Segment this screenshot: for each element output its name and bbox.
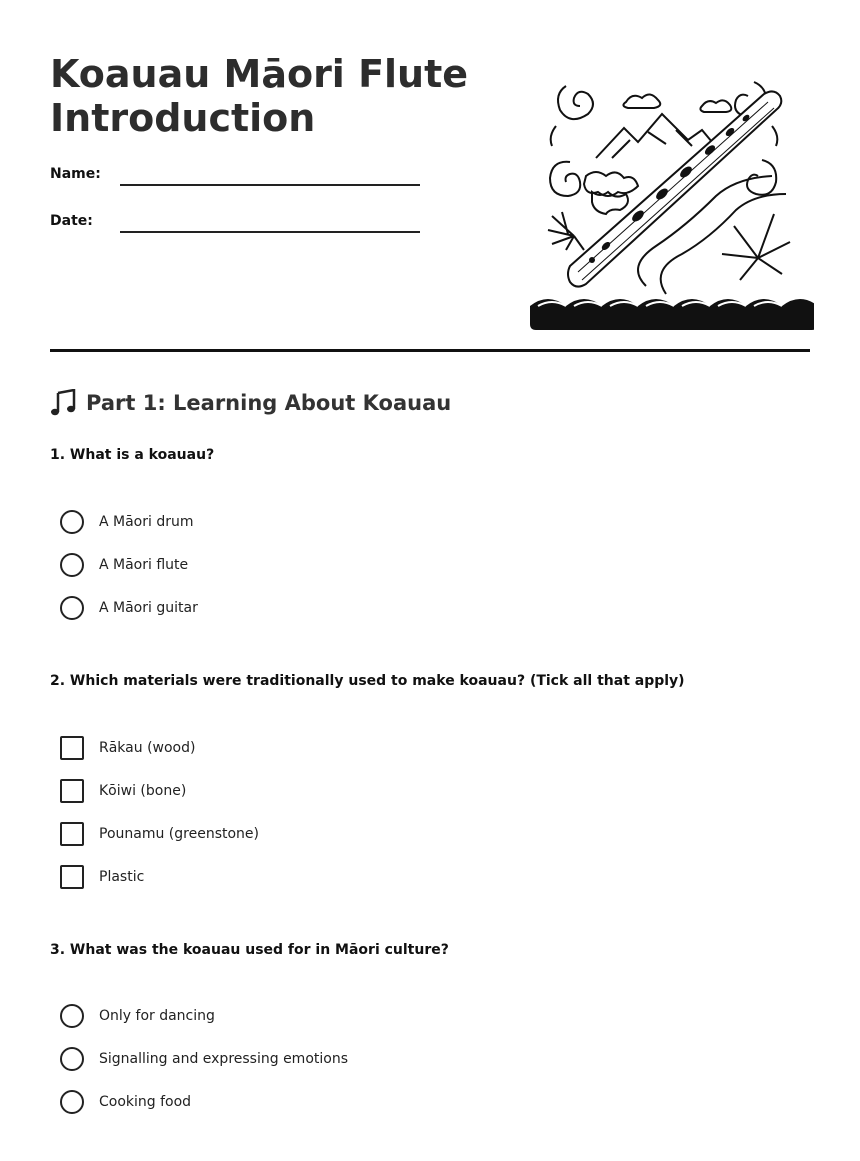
- option-label: Plastic: [99, 869, 145, 885]
- date-label: Date:: [50, 213, 93, 229]
- q3-option-2[interactable]: [60, 1046, 348, 1072]
- header-divider: [50, 349, 810, 352]
- q1-option-2[interactable]: [60, 552, 188, 578]
- option-label: Kōiwi (bone): [99, 783, 187, 799]
- section-title-text: Part 1: Learning About Koauau: [86, 391, 452, 415]
- question-2: 2. Which materials were traditionally used to make koauau? (Tick all that apply): [50, 673, 685, 689]
- radio-button[interactable]: [60, 553, 84, 577]
- radio-button[interactable]: [60, 510, 84, 534]
- q1-option-1[interactable]: [60, 509, 194, 535]
- q2-option-1[interactable]: [60, 735, 195, 761]
- q3-option-1[interactable]: [60, 1003, 215, 1029]
- name-field-row: [50, 162, 430, 192]
- music-note-icon: [50, 389, 76, 417]
- option-label: Pounamu (greenstone): [99, 826, 259, 842]
- date-input-line[interactable]: [120, 231, 420, 233]
- question-1: 1. What is a koauau?: [50, 447, 215, 463]
- section-title: [50, 388, 451, 418]
- option-label: Signalling and expressing emotions: [99, 1051, 348, 1067]
- q2-option-4[interactable]: [60, 864, 144, 890]
- q2-option-2[interactable]: [60, 778, 186, 804]
- koauau-flute-illustration: [526, 66, 814, 334]
- date-field-row: [50, 209, 430, 239]
- radio-button[interactable]: [60, 1004, 84, 1028]
- option-label: Rākau (wood): [99, 740, 196, 756]
- radio-button[interactable]: [60, 596, 84, 620]
- checkbox[interactable]: [60, 779, 84, 803]
- q3-option-3[interactable]: [60, 1089, 191, 1115]
- title-line-2: Introduction: [50, 96, 316, 140]
- option-label: A Māori flute: [99, 557, 189, 573]
- checkbox[interactable]: [60, 822, 84, 846]
- q1-option-3[interactable]: [60, 595, 198, 621]
- checkbox[interactable]: [60, 736, 84, 760]
- worksheet-title: [50, 52, 510, 140]
- title-line-1: Koauau Māori Flute: [50, 52, 469, 96]
- option-label: Cooking food: [99, 1094, 192, 1110]
- radio-button[interactable]: [60, 1047, 84, 1071]
- question-3: 3. What was the koauau used for in Māori culture?: [50, 942, 449, 958]
- option-label: Only for dancing: [99, 1008, 215, 1024]
- q2-option-3[interactable]: [60, 821, 259, 847]
- name-input-line[interactable]: [120, 184, 420, 186]
- checkbox[interactable]: [60, 865, 84, 889]
- option-label: A Māori guitar: [99, 600, 198, 616]
- option-label: A Māori drum: [99, 514, 194, 530]
- radio-button[interactable]: [60, 1090, 84, 1114]
- name-label: Name:: [50, 166, 101, 182]
